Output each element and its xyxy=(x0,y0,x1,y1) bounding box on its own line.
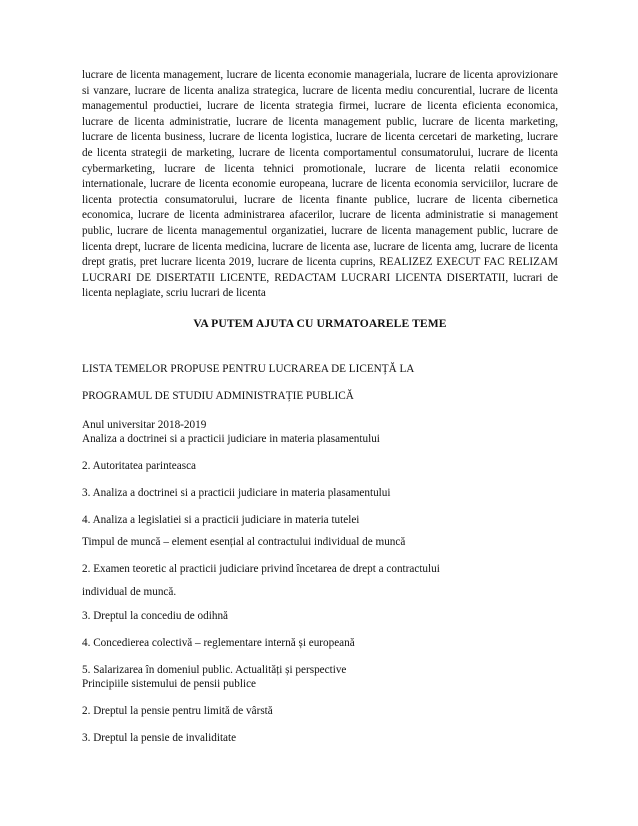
topic-item: 3. Dreptul la concediu de odihnă xyxy=(82,610,229,622)
intro-line: economica, lucrare de licenta administrarea afacerilor, lucrare de licenta administratie si management xyxy=(82,209,558,222)
topic-item: 2. Autoritatea parinteasca xyxy=(82,460,196,472)
intro-line: lucrare de licenta management, lucrare de licenta economie manageriala, lucrare de licenta aprovizionare xyxy=(82,69,558,81)
intro-line: public, lucrare de licenta managementul organizatiei, lucrare de licenta management public, lucrare de xyxy=(82,224,558,237)
topic-item: 3. Analiza a doctrinei si a practicii judiciare in materia plasamentului xyxy=(82,487,391,499)
intro-line: LUCRARI DE DISERTATII LICENTE, REDACTAM LUCRARI LICENTA DISERTATII, lucrari de xyxy=(82,271,558,284)
topic-item: 2. Examen teoretic al practicii judiciare privind încetarea de drept a contractului xyxy=(82,563,440,575)
topic-item-continuation: individual de muncă. xyxy=(82,586,177,598)
academic-year: Anul universitar 2018-2019 xyxy=(82,419,207,431)
section-heading: VA PUTEM AJUTA CU URMATOARELE TEME xyxy=(193,317,447,330)
topic-item: 3. Dreptul la pensie de invaliditate xyxy=(82,732,237,744)
intro-line: si vanzare, lucrare de licenta analiza strategica, lucrare de licenta mediu concurential, lucrare de licenta xyxy=(82,84,558,97)
intro-line: internationale, lucrare de licenta economie europeana, lucrare de licenta economia serviciilor, lucrare de xyxy=(82,178,558,191)
topic-heading: Timpul de muncă – element esențial al contractului individual de muncă xyxy=(82,536,406,548)
intro-line: drept gratis, pret lucrare licenta 2019, lucrare de licenta cuprins, REALIZEZ EXECUT FAC RELIZAM xyxy=(82,256,558,269)
topic-item: 2. Dreptul la pensie pentru limită de vârstă xyxy=(82,705,273,717)
topic-heading: Principiile sistemului de pensii publice xyxy=(82,678,257,690)
intro-line: licenta neplagiate, scriu lucrari de licenta xyxy=(82,287,266,300)
topic-item: 4. Analiza a legislatiei si a practicii judiciare in materia tutelei xyxy=(82,514,360,526)
topic-item: 4. Concedierea colectivă – reglementare internă și europeană xyxy=(82,637,355,649)
list-title-line: PROGRAMUL DE STUDIU ADMINISTRAȚIE PUBLICĂ xyxy=(82,390,354,402)
intro-line: licenta protectia consumatorului, lucrare de licenta finante publice, lucrare de licenta cibernetica xyxy=(82,193,558,206)
intro-line: de licenta strategii de marketing, lucrare de licenta comportamentul consumatorului, lucrare de licenta xyxy=(82,146,558,159)
intro-line: lucrare de licenta business, lucrare de licenta logistica, lucrare de licenta cercetari de marketing, lucrare xyxy=(82,131,558,144)
intro-line: lucrare de licenta administratie, lucrare de licenta management public, lucrare de licenta marketing, xyxy=(82,115,558,128)
topic-item: Analiza a doctrinei si a practicii judiciare in materia plasamentului xyxy=(82,433,380,445)
topic-item: 5. Salarizarea în domeniul public. Actualități și perspective xyxy=(82,664,347,676)
intro-line: licenta drept, lucrare de licenta medicina, lucrare de licenta ase, lucrare de licenta amg, lucrare de licenta xyxy=(82,240,558,253)
intro-line: cybermarketing, lucrare de licenta tehnici promotionale, lucrare de licenta relatii economice xyxy=(82,162,558,175)
intro-line: managementul productiei, lucrare de licenta strategia firmei, lucrare de licenta eficienta economica, xyxy=(82,100,558,113)
intro-paragraph xyxy=(82,68,558,302)
list-title-line: LISTA TEMELOR PROPUSE PENTRU LUCRAREA DE LICENȚĂ LA xyxy=(82,363,415,375)
